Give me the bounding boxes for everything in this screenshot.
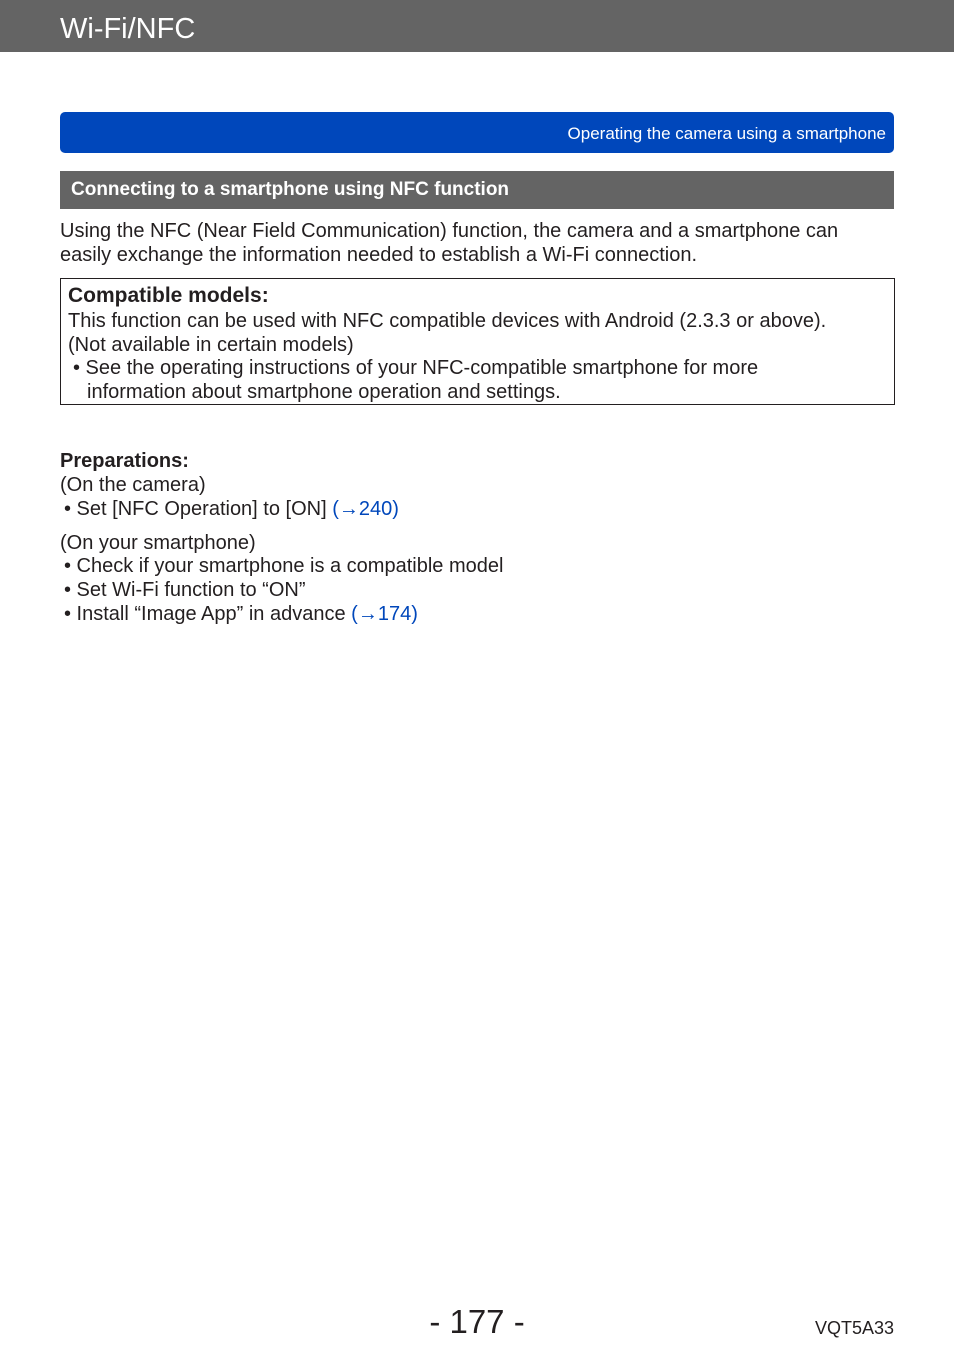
chapter-title: Wi-Fi/NFC bbox=[60, 13, 196, 45]
section-banner-label: Operating the camera using a smartphone bbox=[567, 124, 886, 143]
list-item bbox=[64, 554, 503, 578]
list-item bbox=[64, 602, 418, 626]
intro-line-2: easily exchange the information needed to establish a Wi-Fi connection. bbox=[60, 244, 698, 266]
smartphone-label: (On your smartphone) bbox=[60, 532, 256, 554]
compatible-models-bullet: • See the operating instructions of your NFC-compatible smartphone for more bbox=[73, 357, 759, 379]
header-bar bbox=[0, 0, 954, 52]
compatible-models-line-2: (Not available in certain models) bbox=[68, 334, 354, 356]
subheading-bar bbox=[60, 171, 894, 209]
page-reference-link[interactable]: (→240) bbox=[332, 498, 399, 520]
compatible-models-heading: Compatible models: bbox=[68, 284, 269, 307]
compatible-models-line-1: This function can be used with NFC compatible devices with Android (2.3.3 or above). bbox=[68, 310, 827, 332]
document-code: VQT5A33 bbox=[814, 1318, 894, 1338]
list-item-text: • Check if your smartphone is a compatible model bbox=[64, 555, 504, 577]
list-item bbox=[64, 497, 399, 521]
list-item-text: • Set [NFC Operation] to [ON] bbox=[64, 498, 333, 520]
list-item-text: • Set Wi-Fi function to “ON” bbox=[64, 579, 306, 601]
compatible-models-box bbox=[60, 278, 895, 405]
camera-label: (On the camera) bbox=[60, 474, 206, 496]
compatible-models-bullet-continued: information about smartphone operation and settings. bbox=[87, 381, 561, 403]
intro-line-1: Using the NFC (Near Field Communication) function, the camera and a smartphone can bbox=[60, 220, 839, 242]
page-number: - 177 - bbox=[429, 1303, 525, 1340]
subheading-title: Connecting to a smartphone using NFC function bbox=[71, 179, 510, 200]
list-item-text: • Install “Image App” in advance bbox=[64, 603, 352, 625]
preparations-heading: Preparations: bbox=[60, 450, 189, 472]
intro-paragraph bbox=[60, 219, 900, 267]
page-reference-link[interactable]: (→174) bbox=[351, 603, 418, 625]
list-item bbox=[64, 578, 306, 602]
section-banner bbox=[60, 112, 894, 153]
